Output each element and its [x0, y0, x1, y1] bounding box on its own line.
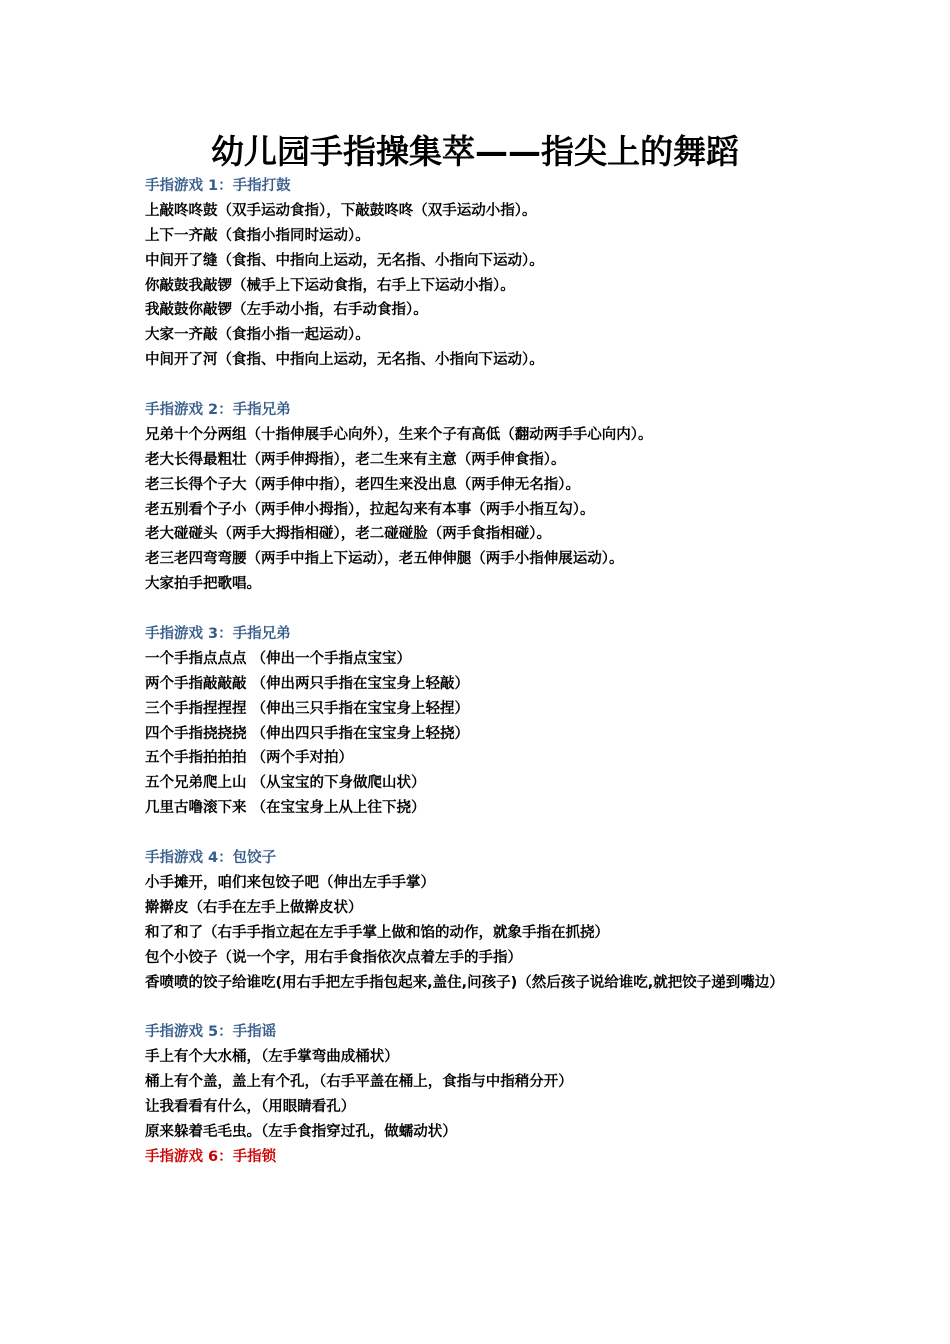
text-line: 和了和了（右手手指立起在左手手掌上做和馅的动作，就象手指在抓挠）: [145, 924, 609, 941]
section-finger-drum: [145, 174, 815, 373]
text-line: 中间开了河（食指、中指向上运动，无名指、小指向下运动）。: [145, 352, 544, 369]
section-finger-brothers: [145, 398, 815, 597]
spacer: [145, 373, 815, 398]
text-line: 大家一齐敲（食指小指一起运动）。: [145, 327, 370, 344]
section-heading: 手指游戏 4：包饺子: [145, 850, 277, 867]
text-line: 三个手指捏捏捏 （伸出三只手指在宝宝身上轻捏）: [145, 700, 470, 717]
text-line: 老大碰碰头（两手大拇指相碰），老二碰碰脸（两手食指相碰）。: [145, 526, 551, 543]
section-finger-brothers-2: [145, 622, 815, 821]
text-line: 老五别看个子小（两手伸小拇指），拉起勾来有本事（两手小指互勾）。: [145, 501, 595, 518]
section-heading: 手指游戏 1：手指打鼓: [145, 178, 291, 194]
text-line: 手上有个大水桶，（左手掌弯曲成桶状）: [145, 1049, 399, 1066]
spacer: [145, 597, 815, 622]
text-line: 五个兄弟爬上山 （从宝宝的下身做爬山状）: [145, 775, 426, 792]
section-heading: 手指游戏 6：手指锁: [145, 1148, 277, 1165]
text-line: 上敲咚咚鼓（双手运动食指），下敲鼓咚咚（双手运动小指）。: [145, 202, 537, 219]
text-line: 两个手指敲敲敲 （伸出两只手指在宝宝身上轻敲）: [145, 675, 470, 692]
text-line: 几里古噜滚下来 （在宝宝身上从上往下挠）: [145, 800, 426, 817]
section-dumplings: [145, 846, 815, 995]
spacer: [145, 821, 815, 846]
text-line: 你敲鼓我敲锣（械手上下运动食指，右手上下运动小指）。: [145, 277, 515, 294]
section-heading: 手指游戏 5：手指谣: [145, 1024, 277, 1041]
text-line: 四个手指挠挠挠 （伸出四只手指在宝宝身上轻挠）: [145, 725, 470, 742]
section-heading: 手指游戏 2：手指兄弟: [145, 402, 291, 419]
text-line: 小手摊开，咱们来包饺子吧（伸出左手手掌）: [145, 874, 435, 891]
text-line: 让我看看有什么，（用眼睛看孔）: [145, 1098, 356, 1115]
text-line: 老大长得最粗壮（两手伸拇指），老二生来有主意（两手伸食指）。: [145, 451, 566, 468]
text-line: 包个小饺子（说一个字，用右手食指依次点着左手的手指）: [145, 949, 522, 966]
text-line: 一个手指点点点 （伸出一个手指点宝宝）: [145, 650, 412, 667]
document-title: 幼儿园手指操集萃——指尖上的舞蹈: [211, 132, 739, 171]
text-line: 兄弟十个分两组（十指伸展手心向外），生来个子有高低（翻动两手手心向内）。: [145, 426, 653, 443]
spacer: [145, 995, 815, 1020]
section-finger-lock: [145, 1145, 815, 1170]
text-line: 擀擀皮（右手在左手上做擀皮状）: [145, 899, 363, 916]
text-line: 桶上有个盖，盖上有个孔，（右手平盖在桶上，食指与中指稍分开）: [145, 1074, 573, 1091]
text-line: 上下一齐敲（食指小指同时运动）。: [145, 227, 370, 244]
text-line: 我敲鼓你敲锣（左手动小指，右手动食指）。: [145, 302, 428, 319]
text-line: 原来躲着毛毛虫。（左手食指穿过孔，做蠕动状）: [145, 1123, 457, 1140]
document-body: [145, 174, 815, 1170]
text-line: 中间开了缝（食指、中指向上运动，无名指、小指向下运动）。: [145, 252, 544, 269]
text-line: 老三长得个子大（两手伸中指），老四生来没出息（两手伸无名指）。: [145, 476, 580, 493]
section-finger-rhyme: [145, 1020, 815, 1144]
text-line: 香喷喷的饺子给谁吃(用右手把左手指包起来,盖住,问孩子)（然后孩子说给谁吃,就把饺子递到嘴边）: [145, 974, 784, 991]
section-heading: 手指游戏 3：手指兄弟: [145, 626, 291, 643]
text-line: 老三老四弯弯腰（两手中指上下运动），老五伸伸腿（两手小指伸展运动）。: [145, 551, 624, 568]
text-line: 大家拍手把歌唱。: [145, 576, 261, 593]
text-line: 五个手指拍拍拍 （两个手对拍）: [145, 750, 354, 767]
